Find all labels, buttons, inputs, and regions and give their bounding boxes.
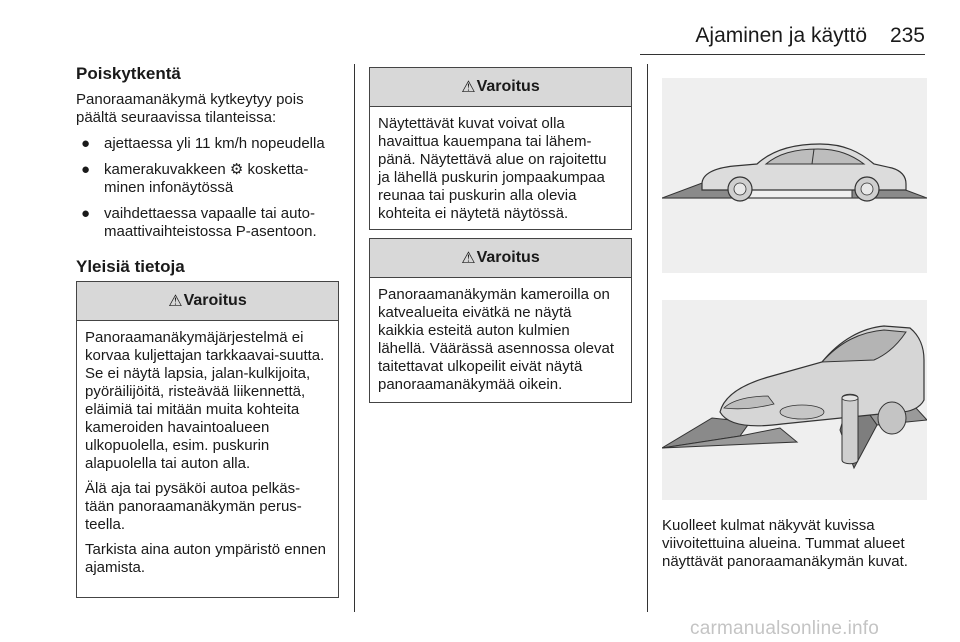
section-intro: Panoraamanäkymä kytkeytyy pois päältä seuraavissa tilanteissa: <box>76 91 304 126</box>
warning-paragraph: Tarkista aina auton ympäristö ennen ajamista. <box>85 541 326 576</box>
warning-box-2 <box>369 67 632 230</box>
car-side-view-illustration <box>662 78 927 273</box>
warning-title: Varoitus <box>476 78 540 95</box>
warning-triangle-icon: ⚠ <box>168 293 183 310</box>
page-header <box>640 24 925 54</box>
bullet-icon: ● <box>81 205 91 222</box>
figure-caption: Kuolleet kulmat näkyvät kuvissa viivoitettuina alueina. Tummat alueet näyttävät panoraamanäkymän kuvat. <box>662 517 908 570</box>
warning-box-3 <box>369 238 632 403</box>
front-wheel <box>878 402 906 434</box>
warning-title: Varoitus <box>183 292 247 309</box>
warning-triangle-icon: ⚠ <box>461 250 476 267</box>
warning-box-1 <box>76 281 339 598</box>
warning-body <box>77 321 338 589</box>
section-heading-deactivation: Poiskytkentä <box>76 64 181 83</box>
section-heading-general: Yleisiä tietoja <box>76 257 185 276</box>
warning-paragraph: Panoraamanäkymäjärjestelmä ei korvaa kuljettajan tarkkaavai-suutta. Se ei näytä lapsia, jalan-kulkijoita, pyöräilijöitä, risteävää liikennettä, eläimiä tai mitään muita kohteita kameroiden havaintoalueen ulkopuolella, esim. puskurin alapuolella tai auton alla. <box>85 329 325 472</box>
warning-triangle-icon: ⚠ <box>461 79 476 96</box>
warning-header <box>370 68 631 107</box>
warning-paragraph: Älä aja tai pysäköi autoa pelkäs-tään panoraamanäkymän perus-teella. <box>85 480 302 533</box>
page-number: 235 <box>889 24 925 47</box>
car-perspective-illustration <box>662 300 927 500</box>
list-item <box>76 135 338 153</box>
watermark: carmanualsonline.info <box>690 618 880 639</box>
list-item <box>76 205 338 241</box>
left-column <box>76 64 338 288</box>
list-item-text: kamerakuvakkeen ⚙ kosketta-minen infonäytössä <box>104 161 309 196</box>
header-rule <box>640 54 925 55</box>
warning-body <box>370 107 631 235</box>
warning-header <box>370 239 631 278</box>
list-item-text: ajettaessa yli 11 km/h nopeudella <box>104 135 325 152</box>
list-item-text: vaihdettaessa vapaalle tai auto-maattivaihteistossa P-asentoon. <box>104 205 317 240</box>
obstacle-post <box>842 394 858 464</box>
column-divider <box>647 64 648 612</box>
column-divider <box>354 64 355 612</box>
list-item <box>76 161 338 197</box>
header-title: Ajaminen ja käyttö <box>695 24 867 47</box>
warning-body <box>370 278 631 406</box>
deactivation-list <box>76 135 338 241</box>
warning-paragraph: Näytettävät kuvat voivat olla havaittua kauempana tai lähem-pänä. Näytettävä alue on rajoitettu ja lähellä puskurin jompaakumpaa reunaa tai puskurin alla olevia kohteita ei näytetä näytössä. <box>378 115 607 222</box>
bullet-icon: ● <box>81 161 91 178</box>
bullet-icon: ● <box>81 135 91 152</box>
warning-paragraph: Panoraamanäkymän kameroilla on katvealueita eivätkä ne näytä kaikkia esteitä auton kulmien lähellä. Väärässä asennossa olevat taitettavat ulkopeilit eivät näytä panoraamanäkymää oikein. <box>378 286 614 393</box>
front-grille <box>780 405 824 419</box>
warning-header <box>77 282 338 321</box>
warning-title: Varoitus <box>476 249 540 266</box>
